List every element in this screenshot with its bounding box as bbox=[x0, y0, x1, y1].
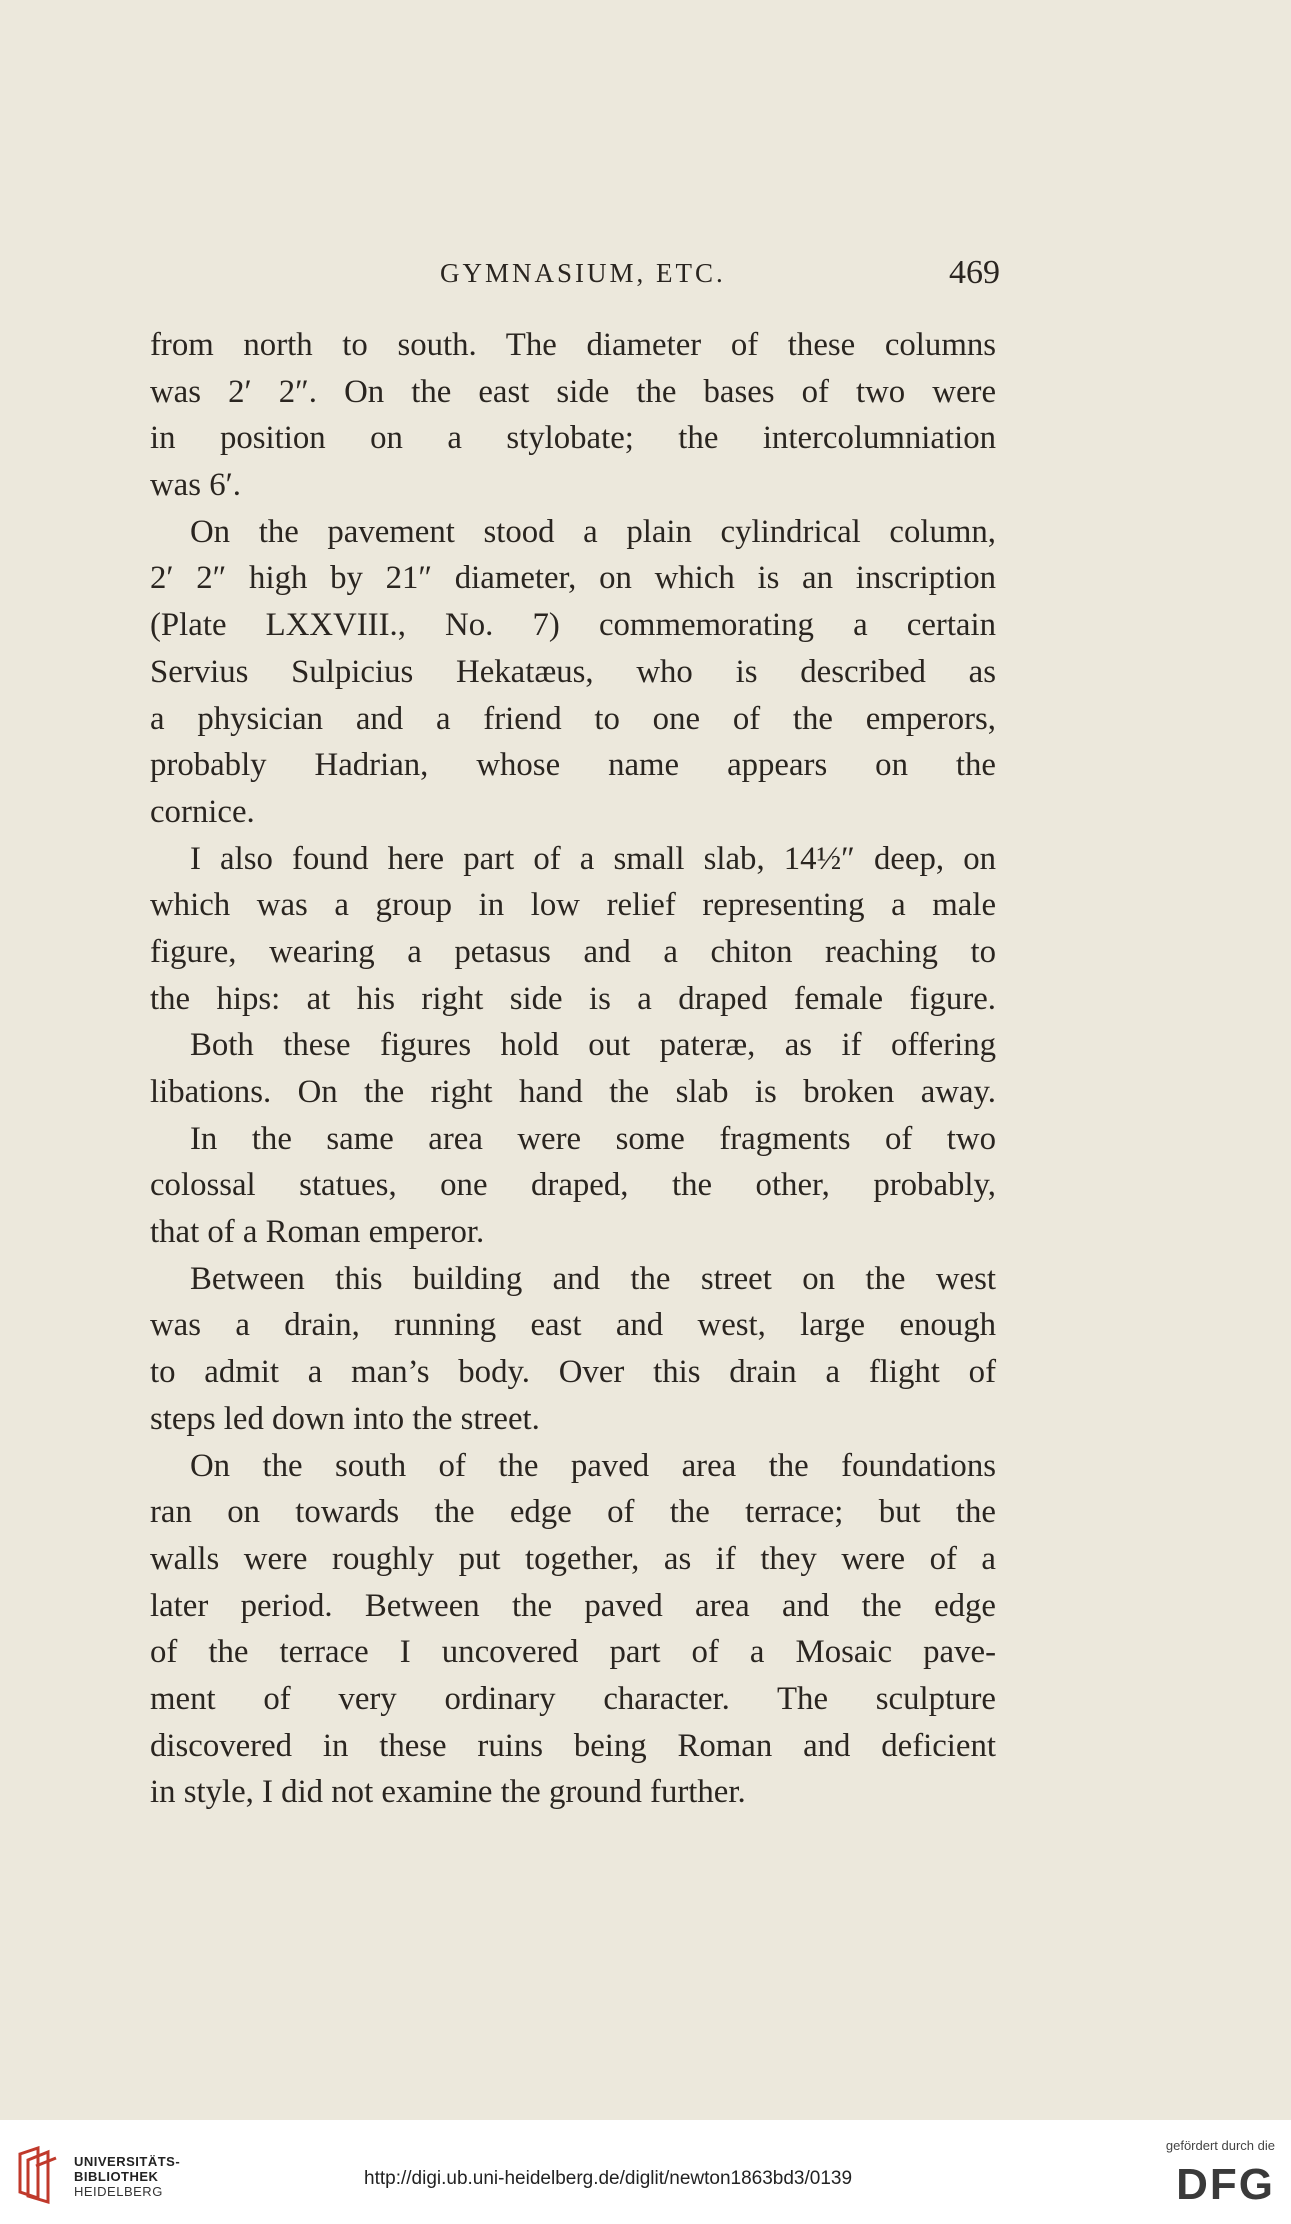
running-head bbox=[150, 254, 1000, 298]
text-line: in position on a stylobate; the intercolumniation bbox=[150, 420, 996, 457]
text-line: steps led down into the street. bbox=[150, 1400, 540, 1437]
text-line: libations. On the right hand the slab is broken away. bbox=[150, 1074, 996, 1110]
text-line: I also found here part of a small slab, 14½″ deep, on bbox=[190, 840, 996, 877]
text-line: the hips: at his right side is a draped female figure. bbox=[150, 980, 996, 1017]
text-line: that of a Roman emperor. bbox=[150, 1214, 485, 1251]
text-line: colossal statues, one draped, the other, probably, bbox=[150, 1167, 996, 1204]
running-title: GYMNASIUM, ETC. bbox=[440, 258, 726, 288]
text-line: ment of very ordinary character. The sculpture bbox=[150, 1680, 996, 1717]
library-name-line-3: HEIDELBERG bbox=[74, 2184, 163, 2199]
text-line: Both these figures hold out pateræ, as if offering bbox=[190, 1027, 996, 1064]
text-line: was a drain, running east and west, large enough bbox=[150, 1307, 996, 1344]
text-line: ran on towards the edge of the terrace; but the bbox=[150, 1494, 996, 1531]
text-line: probably Hadrian, whose name appears on the bbox=[150, 747, 996, 784]
dfg-logo: DFG bbox=[1176, 2160, 1275, 2209]
text-line: discovered in these ruins being Roman and deficient bbox=[150, 1727, 996, 1764]
university-library-logo-icon bbox=[14, 2146, 60, 2204]
text-line: later period. Between the paved area and the edge bbox=[150, 1587, 996, 1624]
text-line: 2′ 2″ high by 21″ diameter, on which is an inscription bbox=[150, 560, 996, 597]
text-line: to admit a man’s body. Over this drain a flight of bbox=[150, 1354, 996, 1391]
source-url-link[interactable]: http://digi.ub.uni-heidelberg.de/diglit/newton1863bd3/0139 bbox=[364, 2168, 853, 2189]
text-line: which was a group in low relief representing a male bbox=[150, 887, 996, 924]
page-number: 469 bbox=[949, 254, 1000, 291]
text-line: figure, wearing a petasus and a chiton reaching to bbox=[150, 933, 996, 970]
text-line: Between this building and the street on the west bbox=[190, 1260, 996, 1297]
text-line: was 2′ 2″. On the east side the bases of two were bbox=[150, 373, 996, 410]
text-line: a physician and a friend to one of the emperors, bbox=[150, 700, 996, 737]
text-line: was 6′. bbox=[150, 467, 241, 504]
text-line: from north to south. The diameter of these columns bbox=[150, 327, 996, 363]
footer-bar bbox=[0, 2120, 1291, 2224]
text-line: walls were roughly put together, as if they were of a bbox=[150, 1540, 996, 1577]
body-text bbox=[150, 322, 996, 1816]
library-name-line-1: UNIVERSITÄTS- bbox=[74, 2154, 181, 2169]
library-name-line-2: BIBLIOTHEK bbox=[74, 2169, 159, 2184]
text-line: (Plate LXXVIII., No. 7) commemorating a certain bbox=[150, 607, 996, 644]
funder-note: gefördert durch die bbox=[1165, 2138, 1275, 2153]
text-line: in style, I did not examine the ground further. bbox=[150, 1774, 746, 1811]
text-line: On the south of the paved area the foundations bbox=[190, 1447, 996, 1484]
text-line: cornice. bbox=[150, 793, 255, 830]
text-line: Servius Sulpicius Hekatæus, who is described as bbox=[150, 653, 996, 690]
text-line: of the terrace I uncovered part of a Mosaic pave- bbox=[150, 1634, 996, 1671]
text-line: On the pavement stood a plain cylindrical column, bbox=[190, 513, 996, 550]
text-line: In the same area were some fragments of two bbox=[190, 1120, 996, 1157]
library-name bbox=[74, 2154, 180, 2199]
